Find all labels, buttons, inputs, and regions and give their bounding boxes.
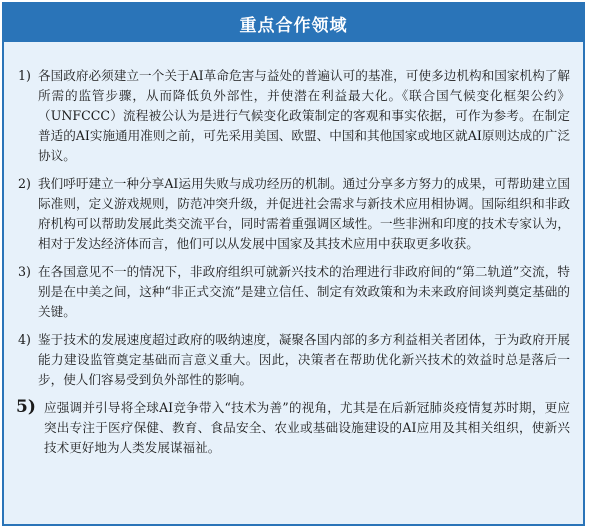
cooperation-areas-panel (2, 2, 585, 526)
item-number: 5) (16, 397, 36, 417)
panel-header (4, 4, 583, 42)
item-text: 在各国意见不一的情况下，非政府组织可就新兴技术的治理进行非政府间的“第二轨道”交流，特别是在中美之间，这种“非正式交流”是建立信任、制定有效政策和为未来政府间谈判奠定基础的关键。 (38, 264, 570, 319)
item-text: 各国政府必须建立一个关于AI革命危害与益处的普遍认可的基准，可使多边机构和国家机构了解所需的监管步骤，从而降低负外部性，并使潜在利益最大化。《联合国气候变化框架公约》（UNFCCC）流程被公认为是进行气候变化政策制定的客观和事实依据，可作为参考。在制定普适的AI实施通用准则之前，可先采用美国、欧盟、中国和其他国家或地区就AI原则达成的广泛协议。 (38, 68, 570, 163)
list-item-5 (18, 398, 570, 458)
list-item-1 (18, 66, 570, 166)
cooperation-list (18, 66, 570, 466)
item-text: 鉴于技术的发展速度超过政府的吸纳速度，凝聚各国内部的多方利益相关者团体，于为政府开展能力建设监管奠定基础而言意义重大。因此，决策者在帮助优化新兴技术的效益时总是落后一步，使人们容易受到负外部性的影响。 (38, 332, 570, 387)
item-number: 2) (18, 176, 31, 191)
item-number: 3) (18, 264, 31, 279)
panel-title: 重点合作领域 (239, 15, 348, 36)
list-item-4 (18, 330, 570, 390)
item-number: 4) (18, 332, 31, 347)
item-text: 应强调并引导将全球AI竞争带入“技术为善”的视角，尤其是在后新冠肺炎疫情复苏时期，更应突出专注于医疗保健、教育、食品安全、农业或基础设施建设的AI应用及其相关组织，使新兴技术更好地为人类发展谋福祉。 (44, 400, 570, 455)
item-text: 我们呼吁建立一种分享AI运用失败与成功经历的机制。通过分享多方努力的成果，可帮助建立国际准则，定义游戏规则，防范冲突升级，并促进社会需求与新技术应用相协调。国际组织和非政府机构可以帮助发展此类交流平台，同时需着重强调区域性。一些非洲和印度的技术专家认为，相对于发达经济体而言，他们可以从发展中国家及其技术应用中获取更多收获。 (38, 176, 570, 251)
list-item-3 (18, 262, 570, 322)
item-number: 1) (18, 68, 31, 83)
list-item-2 (18, 174, 570, 254)
